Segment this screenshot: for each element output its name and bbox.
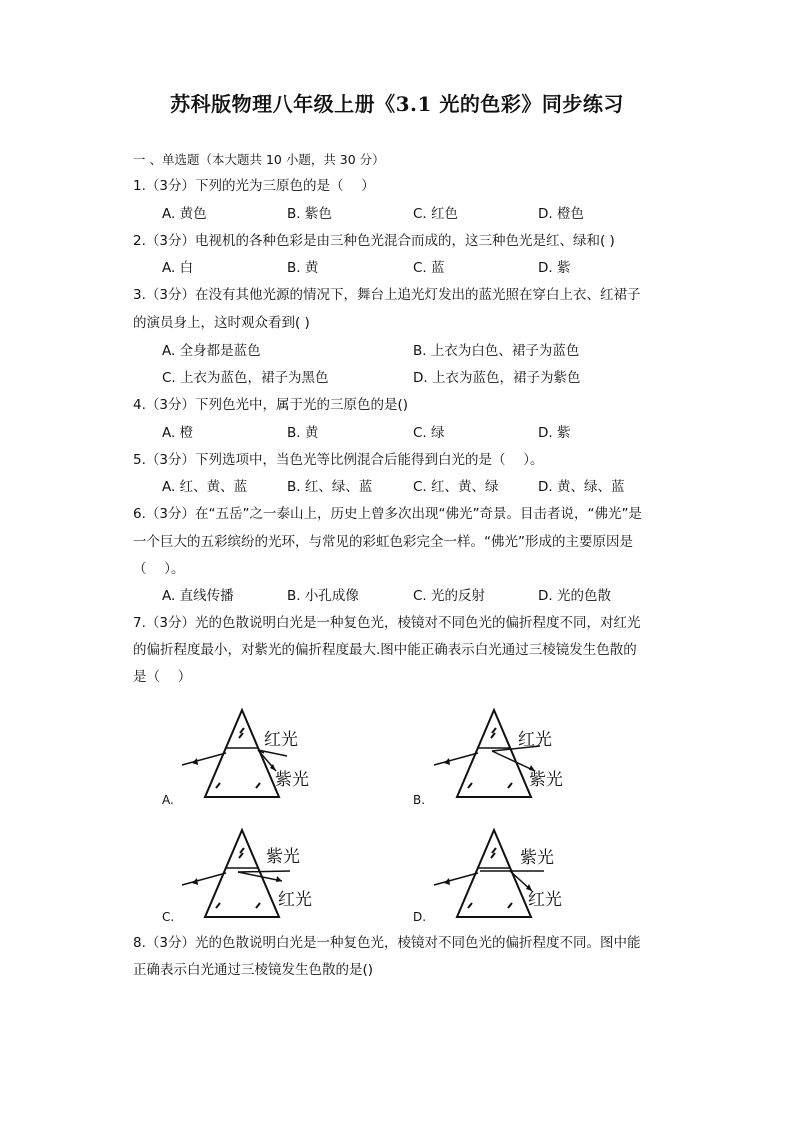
prism-diagram (432, 705, 582, 805)
option-c: C. 绿 (413, 425, 445, 441)
svg-text:红光: 红光 (264, 730, 298, 750)
option-b: B. 黄 (287, 425, 319, 441)
figure-label: C. (162, 910, 175, 924)
option-d: D. 紫 (538, 425, 571, 441)
question-text: 6.（3分）在“五岳”之一泰山上，历史上曾多次出现“佛光”奇景。目击者说，“佛光”是 (133, 506, 642, 522)
question-text: 8.（3分）光的色散说明白光是一种复色光，棱镜对不同色光的偏折程度不同。图中能 (133, 935, 641, 951)
svg-text:紫光: 紫光 (529, 770, 563, 790)
option-b: B. 紫色 (287, 206, 332, 222)
prism-diagram (180, 825, 330, 925)
option-a: A. 白 (162, 260, 194, 276)
question-text: 2.（3分）电视机的各种色彩是由三种色光混合而成的，这三种色光是红、绿和( ) (133, 233, 615, 249)
option-c: C. 红色 (413, 206, 459, 222)
question-text: 的偏折程度最小，对紫光的偏折程度最大.图中能正确表示白光通过三棱镜发生色散的 (133, 642, 637, 658)
option-c: C. 蓝 (413, 260, 445, 276)
figure-label: D. (413, 910, 427, 924)
question-text: 3.（3分）在没有其他光源的情况下，舞台上追光灯发出的蓝光照在穿白上衣、红裙子 (133, 287, 641, 303)
option-d: D. 光的色散 (538, 588, 611, 604)
svg-text:紫光: 紫光 (520, 848, 554, 868)
option-d: D. 黄、绿、蓝 (538, 479, 625, 495)
question-text: 正确表示白光通过三棱镜发生色散的是() (133, 962, 374, 978)
svg-text:紫光: 紫光 (275, 770, 309, 790)
page-title: 苏科版物理八年级上册《3.1 光的色彩》同步练习 (170, 92, 624, 116)
option-c: C. 红、黄、绿 (413, 479, 499, 495)
question-text: 是（ ） (133, 669, 192, 685)
svg-text:红光: 红光 (528, 890, 562, 910)
option-c: C. 上衣为蓝色，裙子为黑色 (162, 370, 329, 386)
section-heading: 一 、单选题（本大题共 10 小题，共 30 分） (133, 152, 385, 167)
option-d: D. 上衣为蓝色，裙子为紫色 (413, 370, 581, 386)
question-text: （ ）。 (133, 561, 185, 577)
svg-text:红光: 红光 (278, 890, 312, 910)
question-text: 4.（3分）下列色光中，属于光的三原色的是() (133, 397, 409, 413)
prism-diagram (432, 825, 582, 925)
question-text: 7.（3分）光的色散说明白光是一种复色光，棱镜对不同色光的偏折程度不同，对红光 (133, 615, 641, 631)
option-b: B. 红、绿、蓝 (287, 479, 373, 495)
question-text: 的演员身上，这时观众看到( ) (133, 315, 310, 331)
prism-diagram (180, 705, 330, 805)
option-d: D. 紫 (538, 260, 571, 276)
option-d: D. 橙色 (538, 206, 584, 222)
option-a: A. 红、黄、蓝 (162, 479, 248, 495)
question-text: 5.（3分）下列选项中，当色光等比例混合后能得到白光的是（ ）。 (133, 452, 544, 468)
option-c: C. 光的反射 (413, 588, 486, 604)
option-b: B. 黄 (287, 260, 319, 276)
svg-text:紫光: 紫光 (266, 847, 300, 867)
option-a: A. 黄色 (162, 206, 207, 222)
figure-label: A. (162, 793, 174, 807)
question-text: 一个巨大的五彩缤纷的光环，与常见的彩虹色彩完全一样。“佛光”形成的主要原因是 (133, 534, 633, 550)
question-text: 1.（3分）下列的光为三原色的是（ ） (133, 178, 375, 194)
option-a: A. 全身都是蓝色 (162, 343, 261, 359)
option-b: B. 上衣为白色、裙子为蓝色 (413, 343, 580, 359)
option-a: A. 橙 (162, 425, 194, 441)
option-b: B. 小孔成像 (287, 588, 359, 604)
figure-label: B. (413, 793, 426, 807)
option-a: A. 直线传播 (162, 588, 234, 604)
svg-text:红光: 红光 (518, 730, 552, 750)
